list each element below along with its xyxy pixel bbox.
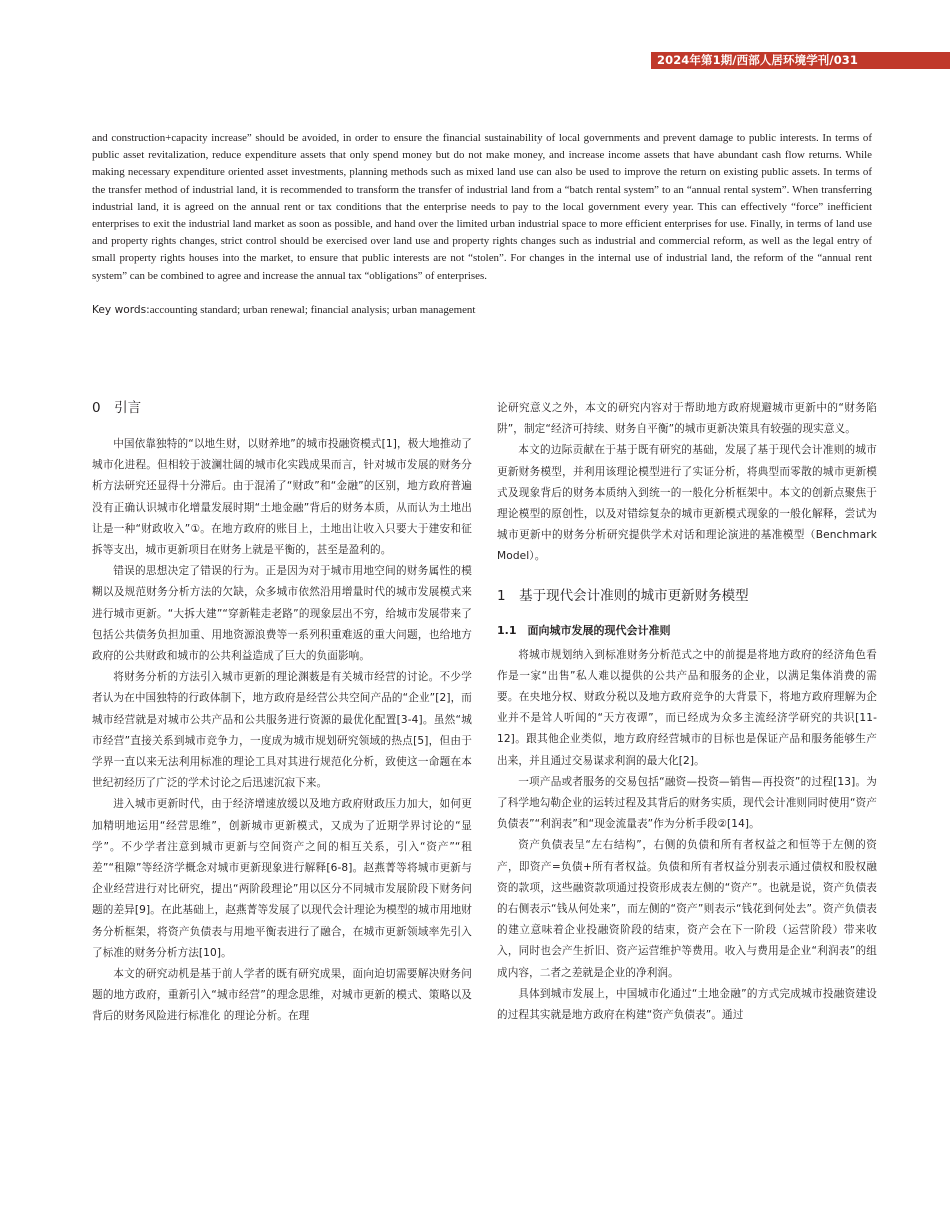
section-0-heading: 0 引言 [92,400,142,416]
paragraph: 具体到城市发展上，中国城市化通过“土地金融”的方式完成城市投融资建设的过程其实就是地方政府在构建“资产负债表”。通过 [497,987,877,1022]
english-abstract: and construction+capacity increase” should be avoided, in order to ensure the financial sustainability of local governments and prevent damage to public interests. In terms of public asset revitalization, reduce expenditure assets that only spend money but do not make money, and increase income assets that have abundant cash flow returns. While making necessary expenditure oriented asset investments, planning methods such as mixed land use can also be used to improve the return on existing public assets. In terms of the transfer method of industrial land, it is recommended to transform the transfer of industrial land from a “batch rental system” to an “annual rental system”. When transferring industrial land, it is agreed on the annual rent or tax conditions that the enterprise needs to pay to the local government every year. This can effectively “force” inefficient enterprises to exit the industrial land market as soon as possible, and hand over the limited urban industrial space to more efficient enterprises for use. Finally, in terms of land use and property rights changes, strict control should be exercised over land use and property rights changes such as industrial and commercial reform, as well as the legal entry of small property rights houses into the market, to ensure that public interests are not “stolen”. For changes in the internal use of industrial land, the reform of the “annual rent system” can be combined to agree and increase the annual tax “obligations” of enterprises. [92,132,872,282]
left-column [92,398,472,1028]
paragraph: 错误的思想决定了错误的行为。正是因为对于城市用地空间的财务属性的模糊以及规范财务分析方法的欠缺，众多城市依然沿用增量时代的城市发展模式来进行城市更新。“大拆大建”“穿新鞋走老路”的现象层出不穷，给城市发展带来了包括公共债务负担加重、用地资源浪费等一系列积重难返的重大问题，也给地方政府的公共财政和城市的公共利益造成了巨大的负面影响。 [92,565,472,663]
paragraph: 将城市规划纳入到标准财务分析范式之中的前提是将地方政府的经济角色看作是一家“出售”私人难以提供的公共产品和服务的企业，以满足集体消费的需要。在央地分权、财政分税以及地方政府竞争的大背景下，将地方政府理解为企业并不是耸人听闻的“天方夜谭”，而已经成为众多主流经济学研究的共识[11-12]。跟其他企业类似，地方政府经营城市的目标也是保证产品和服务能够生产出来，并且通过交易谋求利润的最大化[2]。 [497,648,877,767]
keywords-line [92,302,872,319]
paragraph: 中国依靠独特的“以地生财，以财养地”的城市投融资模式[1]，极大地推动了城市化进程。但相较于波澜壮阔的城市化实践成果而言，针对城市发展的财务分析方法研究还显得十分滞后。由于混淆了“财政”和“金融”的区别，地方政府普遍没有正确认识城市化增量发展时期“土地金融”背后的财务本质，从而认为土地出让是一种“财政收入”①。在地方政府的账目上，土地出让收入只要大于建安和征拆等支出，城市更新项目在财务上就是平衡的，甚至是盈利的。 [92,438,472,557]
right-column [497,398,877,1026]
paragraph: 本文的边际贡献在于基于既有研究的基础，发展了基于现代会计准则的城市更新财务模型，并利用该理论模型进行了实证分析，将典型而零散的城市更新模式及现象背后的财务本质纳入到统一的一般化分析框架中。本文的创新点聚焦于理论模型的原创性，以及对错综复杂的城市更新模式现象的一般化解释，尝试为城市更新中的财务分析研究提供学术对话和理论演进的基准模型（Benchmark Model）。 [497,444,877,563]
paragraph: 资产负债表呈“左右结构”，右侧的负债和所有者权益之和恒等于左侧的资产，即资产=负债+所有者权益。负债和所有者权益分别表示通过债权和股权融资的款项，这些融资款项通过投资形成表左侧的“资产”。也就是说，资产负债表的右侧表示“钱从何处来”，而左侧的“资产”则表示“钱花到何处去”。资产负债表的建立意味着企业投融资阶段的结束，资产会在下一阶段（运营阶段）带来收入，同时也会产生折旧、资产运营维护等费用。收入与费用是企业“利润表”的组成内容，二者之差就是企业的净利润。 [497,839,877,979]
section-1-heading: 1 基于现代会计准则的城市更新财务模型 [497,587,749,604]
running-header: 2024年第1期/西部人居环境学刊/031 [651,52,950,69]
paragraph: 本文的研究动机是基于前人学者的既有研究成果，面向迫切需要解决财务问题的地方政府，重新引入“城市经营”的理念思维，对城市更新的模式、策略以及背后的财务风险进行标准化 的理论分析。在理 [92,968,472,1023]
keywords-text: accounting standard; urban renewal; financial analysis; urban management [149,304,476,316]
paragraph: 将财务分析的方法引入城市更新的理论渊薮是有关城市经营的讨论。不少学者认为在中国独特的行政体制下，地方政府是经营公共空间产品的“企业”[2]，而城市经营就是对城市公共产品和公共服务进行资源的最优化配置[3-4]。虽然“城市经营”直接关系到城市竞争力，一度成为城市规划研究领域的热点[5]，但由于学界一直以来无法利用标准的理论工具对其进行规范化分析，致使这一命题在本世纪初经历了广泛的学术讨论之后迅速沉寂下来。 [92,671,472,790]
paragraph: 一项产品或者服务的交易包括“融资—投资—销售—再投资”的过程[13]。为了科学地勾勒企业的运转过程及其背后的财务实质，现代会计准则同时使用“资产负债表”“利润表”和“现金流量表”作为分析手段②[14]。 [497,775,877,831]
paragraph: 进入城市更新时代，由于经济增速放缓以及地方政府财政压力加大，如何更加精明地运用“经营思维”，创新城市更新模式，又成为了近期学界讨论的“显学”。不少学者注意到城市更新与空间资产之间的相互关系，引入“资产”“租差”“租隙”等经济学概念对城市更新现象进行解释[6-8]。赵燕菁等将城市更新与企业经营进行对比研究，提出“两阶段理论”用以区分不同城市发展阶段下财务问题的差异[9]。在此基础上，赵燕菁等发展了以现代会计理论为模型的城市用地财务分析框架，将资产负债表与用地平衡表进行了融合，在城市更新领域率先引入了标准的财务分析方法[10]。 [92,798,472,959]
subsection-1-1-heading: 1.1 面向城市发展的现代会计准则 [497,623,671,637]
paragraph-continued: 论研究意义之外，本文的研究内容对于帮助地方政府规避城市更新中的“财务陷阱”，制定“经济可持续、财务自平衡”的城市更新决策具有较强的现实意义。 [497,402,877,436]
keywords-label: Key words: [92,304,150,316]
